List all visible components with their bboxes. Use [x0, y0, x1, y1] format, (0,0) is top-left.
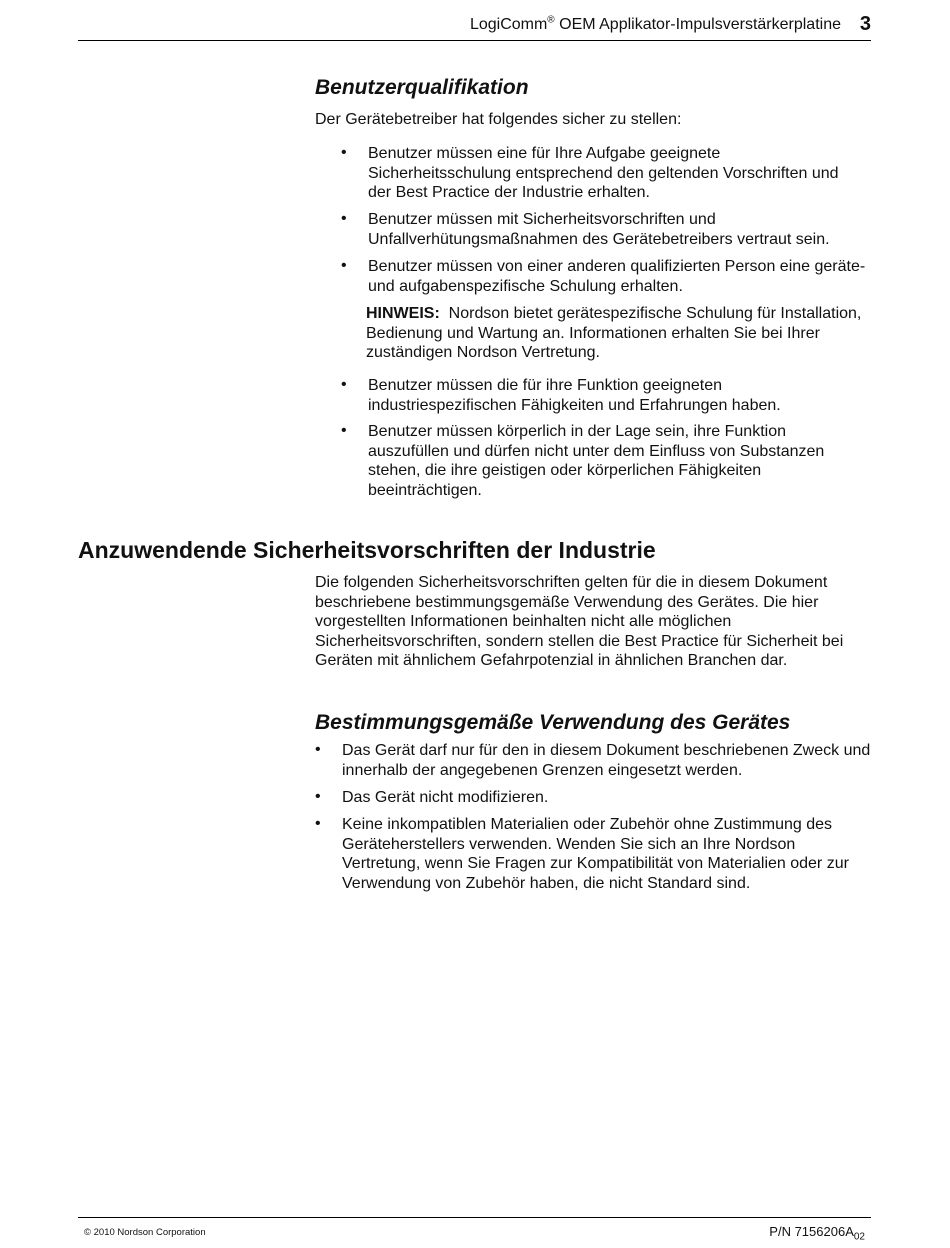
page-number: 3 [859, 13, 871, 35]
qualification-list-b [341, 376, 866, 500]
list-item: • Benutzer müssen von einer anderen qualifizierten Person eine geräte- und aufgabenspezifische Schulung erhalten. [341, 257, 866, 295]
page-footer [78, 1217, 871, 1244]
heading-intended-use: Bestimmungsgemäße Verwendung des Gerätes [315, 711, 791, 734]
usage-list [315, 741, 871, 893]
list-item: • Das Gerät darf nur für den in diesem Dokument beschriebenen Zweck und innerhalb der angegebenen Grenzen eingesetzt werden. [315, 741, 871, 779]
list-item: • Benutzer müssen die für ihre Funktion geeigneten industriespezifischen Fähigkeiten und Erfahrungen haben. [341, 376, 781, 414]
list-item: • Benutzer müssen eine für Ihre Aufgabe geeignete Sicherheitsschulung entsprechend den geltenden Vorschriften und der Best Practice der Industrie erhalten. [341, 144, 839, 201]
note-label: HINWEIS: [366, 305, 440, 322]
list-item: • Benutzer müssen körperlich in der Lage sein, ihre Funktion auszufüllen und dürfen nicht unter dem Einfluss von Substanzen stehen, die ihre geistigen oder körperlichen Fähigkeiten beeinträchtigen. [341, 422, 825, 499]
list-item: • Das Gerät nicht modifizieren. [315, 788, 549, 806]
part-number: P/N $7156206A_{02}$ [769, 1224, 865, 1243]
bullet-icon: • [341, 422, 347, 439]
bullet-icon: • [315, 741, 321, 758]
qualification-list-a [341, 144, 866, 296]
bullet-icon: • [341, 376, 347, 393]
heading-industry-safety: Anzuwendende Sicherheitsvorschriften der Industrie [78, 537, 656, 563]
bullet-icon: • [341, 257, 347, 274]
bullet-icon: • [315, 815, 321, 832]
copyright: © 2010 Nordson Corporation [84, 1227, 206, 1238]
bullet-icon: • [341, 144, 347, 161]
bullet-icon: • [315, 788, 321, 805]
industry-paragraph: Die folgenden Sicherheitsvorschriften gelten für die in diesem Dokument beschriebene bestimmungsgemäße Verwendung des Gerätes. Die hier vorgestellten Informationen beinhalten nicht alle möglichen Sicherheitsvorschriften, sondern stellen die Best Practice für Sicherheit bei Geräten mit ähnlichem Gefahrpotenzial in ähnlichen Branchen dar. [315, 574, 844, 669]
note-text: Nordson bietet gerätespezifische Schulung für Installation, Bedienung und Wartung an. Informationen erhalten Sie bei Ihrer zuständigen Nordson Vertretung. [366, 305, 862, 361]
header-title: LogiComm® OEM Applikator-Impulsverstärkerplatine [469, 14, 841, 33]
list-item: • Benutzer müssen mit Sicherheitsvorschriften und Unfallverhütungsmaßnahmen des Gerätebetreibers vertraut sein. [341, 210, 830, 248]
note-hinweis [366, 304, 866, 363]
list-item: • Keine inkompatiblen Materialien oder Zubehör ohne Zustimmung des Geräteherstellers verwenden. Wenden Sie sich an Ihre Nordson Vertretung, wenn Sie Fragen zur Kompatibilität von Materialien oder zur Verwendung von Zubehör haben, die nicht Standard sind. [315, 815, 849, 892]
heading-benutzerqualifikation: Benutzerqualifikation [315, 76, 529, 99]
qualification-intro: Der Gerätebetreiber hat folgendes sicher zu stellen: [315, 111, 682, 128]
bullet-icon: • [341, 210, 347, 227]
page-header [78, 12, 871, 41]
